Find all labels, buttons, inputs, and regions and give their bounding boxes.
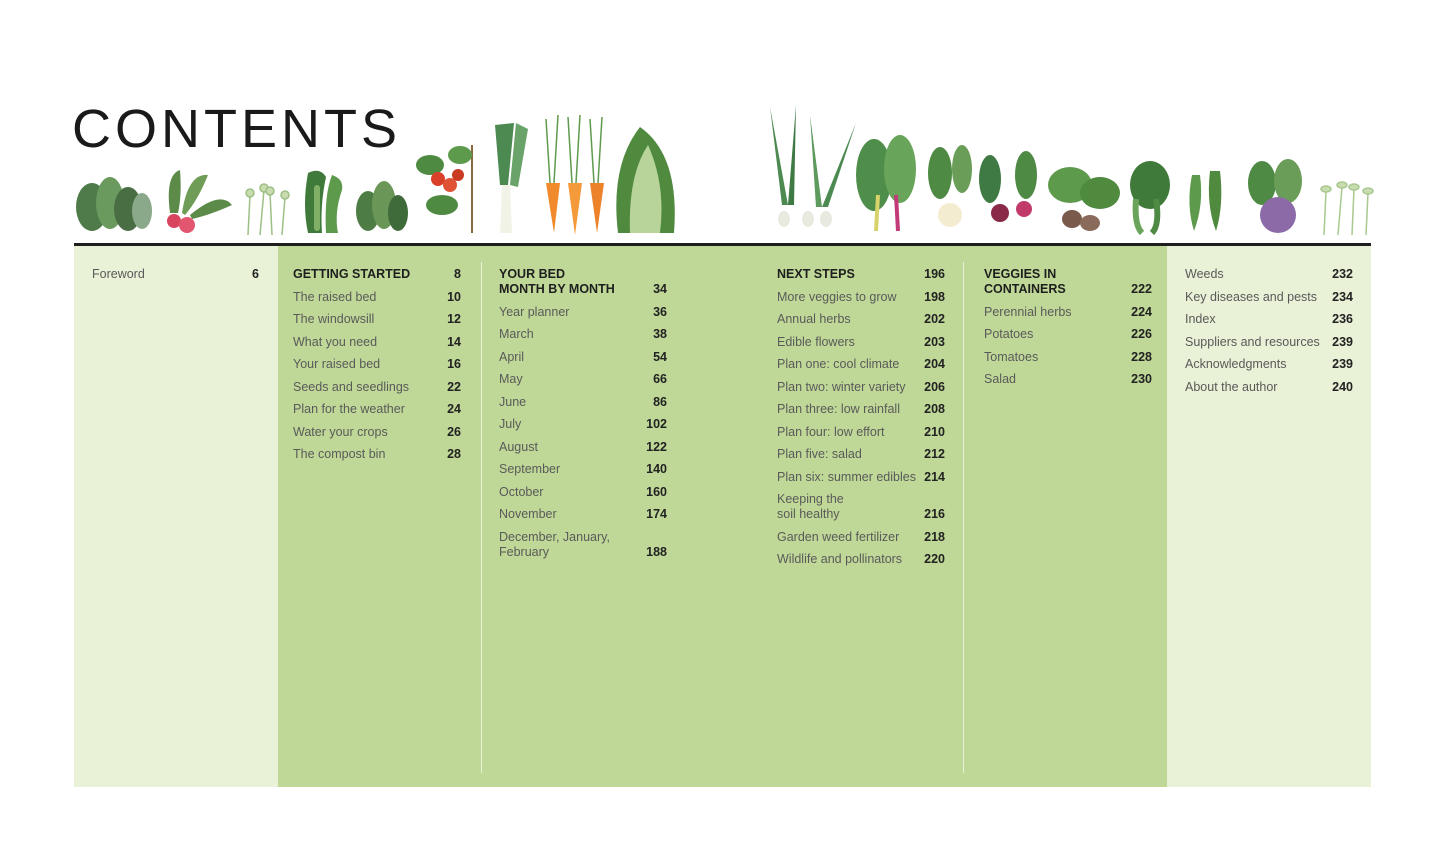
toc-entry-title: More veggies to grow bbox=[777, 289, 897, 304]
toc-entry-title: Plan three: low rainfall bbox=[777, 402, 900, 416]
carrot-icon bbox=[546, 115, 604, 235]
toc-entry-title: Keeping the soil healthy bbox=[777, 492, 844, 521]
toc-column-5 bbox=[984, 267, 1152, 395]
toc-entry-title: December, January, February bbox=[499, 529, 610, 559]
toc-page-number: 6 bbox=[252, 267, 259, 281]
toc-entry-title: Annual herbs bbox=[777, 312, 851, 326]
toc-entry-title: Garden weed fertilizer bbox=[777, 529, 900, 544]
toc-entry-title: Potatoes bbox=[984, 327, 1034, 341]
toc-section-heading bbox=[293, 267, 461, 282]
toc-entry bbox=[293, 357, 461, 372]
toc-entry-title: Plan four: low effort bbox=[777, 424, 885, 439]
toc-entry-title: Your raised bed bbox=[293, 357, 381, 371]
toc-section-heading bbox=[499, 267, 667, 297]
toc-entry bbox=[293, 380, 461, 395]
toc-page-number: 24 bbox=[447, 402, 461, 416]
toc-entry-title: March bbox=[499, 327, 534, 341]
toc-entry-title: Salad bbox=[984, 372, 1016, 386]
toc-entry-title: Seeds and seedlings bbox=[293, 379, 410, 394]
toc-entry bbox=[777, 447, 945, 462]
bean-icon bbox=[305, 171, 342, 233]
toc-page-number: 220 bbox=[924, 552, 945, 566]
toc-entry-title: Plan six: summer edibles bbox=[777, 469, 916, 484]
toc-entry bbox=[499, 350, 667, 365]
toc-page-number: 188 bbox=[646, 544, 667, 559]
toc-page-number: 214 bbox=[924, 469, 945, 484]
toc-entry-title: Plan one: cool climate bbox=[777, 357, 900, 371]
toc-entry bbox=[777, 470, 945, 485]
toc-page-number: 204 bbox=[924, 357, 945, 371]
toc-page-number: 140 bbox=[646, 462, 667, 476]
toc-page-number: 212 bbox=[924, 447, 945, 461]
kale-icon bbox=[76, 177, 152, 231]
column-divider bbox=[481, 262, 482, 773]
toc-page-number: 174 bbox=[646, 507, 667, 521]
toc-entry bbox=[499, 530, 667, 560]
pea-icon bbox=[1189, 171, 1221, 231]
toc-entry bbox=[499, 462, 667, 477]
toc-section-heading bbox=[777, 267, 945, 282]
toc-entry bbox=[777, 290, 945, 305]
toc-entry bbox=[499, 440, 667, 455]
column-divider bbox=[963, 262, 964, 773]
chard-icon bbox=[856, 135, 916, 231]
toc-page-number: 228 bbox=[1131, 349, 1152, 364]
toc-entry-title: Year planner bbox=[499, 304, 570, 319]
toc-page-number: 224 bbox=[1131, 304, 1152, 319]
toc-entry-title: Edible flowers bbox=[777, 334, 855, 349]
toc-column-6 bbox=[1185, 267, 1353, 402]
toc-entry bbox=[293, 290, 461, 305]
toc-entry bbox=[293, 335, 461, 350]
toc-entry-title: Tomatoes bbox=[984, 349, 1039, 364]
toc-entry-title: Foreword bbox=[92, 267, 145, 281]
toc-column-2 bbox=[293, 267, 461, 470]
toc-entry-title: April bbox=[499, 349, 525, 364]
toc-column-4 bbox=[777, 267, 945, 575]
toc-page-number: 34 bbox=[653, 282, 667, 296]
toc-page-number: 22 bbox=[447, 379, 461, 394]
toc-page-number: 66 bbox=[653, 372, 667, 386]
toc-entry bbox=[92, 267, 259, 282]
toc-page-number: 234 bbox=[1332, 289, 1353, 304]
toc-page-number: 216 bbox=[924, 507, 945, 521]
toc-entry bbox=[984, 350, 1152, 365]
toc-page-number: 198 bbox=[924, 289, 945, 304]
kohlrabi-icon bbox=[1248, 159, 1302, 233]
toc-entry-title: Water your crops bbox=[293, 424, 388, 439]
sprout-icon bbox=[1321, 182, 1373, 235]
toc-page-number: 236 bbox=[1332, 312, 1353, 326]
toc-column-3 bbox=[499, 267, 667, 567]
toc-entry bbox=[777, 335, 945, 350]
toc-page-number: 86 bbox=[653, 394, 667, 409]
toc-page-number: 203 bbox=[924, 334, 945, 349]
toc-entry-title: June bbox=[499, 394, 527, 409]
toc-page-number: 208 bbox=[924, 402, 945, 416]
toc-entry bbox=[1185, 380, 1353, 395]
spring-onion-icon bbox=[770, 105, 856, 227]
toc-page-number: 26 bbox=[447, 424, 461, 439]
toc-entry bbox=[499, 417, 667, 432]
toc-entry bbox=[499, 372, 667, 387]
toc-entry-title: NEXT STEPS bbox=[777, 267, 855, 281]
pea-pod-icon bbox=[1130, 161, 1170, 233]
toc-page-number: 239 bbox=[1332, 357, 1353, 371]
toc-entry bbox=[984, 372, 1152, 387]
toc-entry-title: July bbox=[499, 417, 522, 431]
toc-entry-title: What you need bbox=[293, 334, 378, 349]
toc-entry bbox=[1185, 335, 1353, 350]
toc-entry bbox=[984, 305, 1152, 320]
toc-page-number: 232 bbox=[1332, 267, 1353, 281]
toc-entry bbox=[777, 380, 945, 395]
toc-entry bbox=[499, 327, 667, 342]
toc-entry bbox=[293, 312, 461, 327]
turnip-icon bbox=[928, 145, 972, 227]
beetroot-icon bbox=[979, 151, 1037, 222]
toc-entry-title: GETTING STARTED bbox=[293, 267, 411, 281]
toc-entry-title: About the author bbox=[1185, 379, 1278, 394]
toc-entry-title: Wildlife and pollinators bbox=[777, 552, 903, 566]
toc-entry bbox=[1185, 357, 1353, 372]
toc-page-number: 240 bbox=[1332, 379, 1353, 394]
toc-entry bbox=[499, 485, 667, 500]
radish-icon bbox=[167, 170, 232, 233]
toc-page-number: 210 bbox=[924, 424, 945, 439]
toc-entry bbox=[499, 305, 667, 320]
toc-entry bbox=[777, 357, 945, 372]
toc-column-1 bbox=[92, 267, 259, 290]
toc-page-number: 36 bbox=[653, 304, 667, 319]
toc-entry bbox=[1185, 290, 1353, 305]
microgreens-icon bbox=[246, 184, 289, 235]
toc-entry bbox=[777, 552, 945, 567]
toc-page-number: 28 bbox=[447, 447, 461, 461]
vegetable-illustration-strip bbox=[70, 95, 1375, 240]
toc-page-number: 222 bbox=[1131, 282, 1152, 296]
toc-page-number: 38 bbox=[653, 327, 667, 341]
leek-icon bbox=[495, 123, 528, 233]
toc-page-number: 12 bbox=[447, 312, 461, 326]
toc-entry bbox=[1185, 312, 1353, 327]
toc-page-number: 206 bbox=[924, 379, 945, 394]
page-title: CONTENTS bbox=[72, 99, 401, 159]
toc-entry-title: September bbox=[499, 462, 561, 476]
toc-page-number: 10 bbox=[447, 289, 461, 304]
toc-entry-title: Key diseases and pests bbox=[1185, 289, 1318, 304]
lettuce-icon bbox=[616, 127, 674, 233]
toc-entry bbox=[499, 395, 667, 410]
toc-entry-title: August bbox=[499, 439, 538, 454]
toc-entry bbox=[777, 312, 945, 327]
toc-entry bbox=[984, 327, 1152, 342]
toc-section-heading bbox=[984, 267, 1152, 297]
toc-entry-title: YOUR BED MONTH BY MONTH bbox=[499, 267, 615, 296]
toc-entry bbox=[777, 425, 945, 440]
herb-icon bbox=[356, 181, 408, 231]
tomato-plant-icon bbox=[416, 145, 472, 233]
toc-page-number: 102 bbox=[646, 417, 667, 431]
toc-entry-title: October bbox=[499, 484, 544, 499]
toc-entry-title: The windowsill bbox=[293, 312, 375, 326]
toc-page-number: 160 bbox=[646, 484, 667, 499]
toc-entry-title: Acknowledgments bbox=[1185, 357, 1287, 371]
toc-entry bbox=[293, 402, 461, 417]
potato-icon bbox=[1048, 167, 1120, 231]
toc-page-number: 239 bbox=[1332, 334, 1353, 349]
toc-entry-title: The compost bin bbox=[293, 447, 386, 461]
toc-entry-title: Plan for the weather bbox=[293, 402, 405, 416]
toc-page-number: 196 bbox=[924, 267, 945, 281]
toc-entry-title: May bbox=[499, 372, 523, 386]
toc-entry-title: Weeds bbox=[1185, 267, 1224, 281]
toc-page-number: 230 bbox=[1131, 372, 1152, 386]
toc-entry-title: Plan two: winter variety bbox=[777, 379, 906, 394]
toc-entry-title: VEGGIES IN CONTAINERS bbox=[984, 267, 1066, 296]
toc-entry-title: Plan five: salad bbox=[777, 447, 862, 461]
toc-page-number: 16 bbox=[447, 357, 461, 371]
toc-page-number: 54 bbox=[653, 349, 667, 364]
toc-page-number: 226 bbox=[1131, 327, 1152, 341]
toc-entry bbox=[293, 425, 461, 440]
toc-entry-title: The raised bed bbox=[293, 289, 377, 304]
toc-page-number: 218 bbox=[924, 529, 945, 544]
toc-entry-title: Index bbox=[1185, 312, 1216, 326]
toc-entry bbox=[293, 447, 461, 462]
toc-entry-title: November bbox=[499, 507, 557, 521]
toc-page-number: 122 bbox=[646, 439, 667, 454]
toc-page-number: 202 bbox=[924, 312, 945, 326]
toc-entry-title: Suppliers and resources bbox=[1185, 334, 1320, 349]
toc-entry bbox=[499, 507, 667, 522]
toc-entry bbox=[1185, 267, 1353, 282]
toc-page-number: 14 bbox=[447, 334, 461, 349]
toc-entry bbox=[777, 530, 945, 545]
toc-entry-title: Perennial herbs bbox=[984, 304, 1072, 319]
toc-page-number: 8 bbox=[454, 267, 461, 281]
toc-entry bbox=[777, 402, 945, 417]
toc-entry bbox=[777, 492, 945, 522]
